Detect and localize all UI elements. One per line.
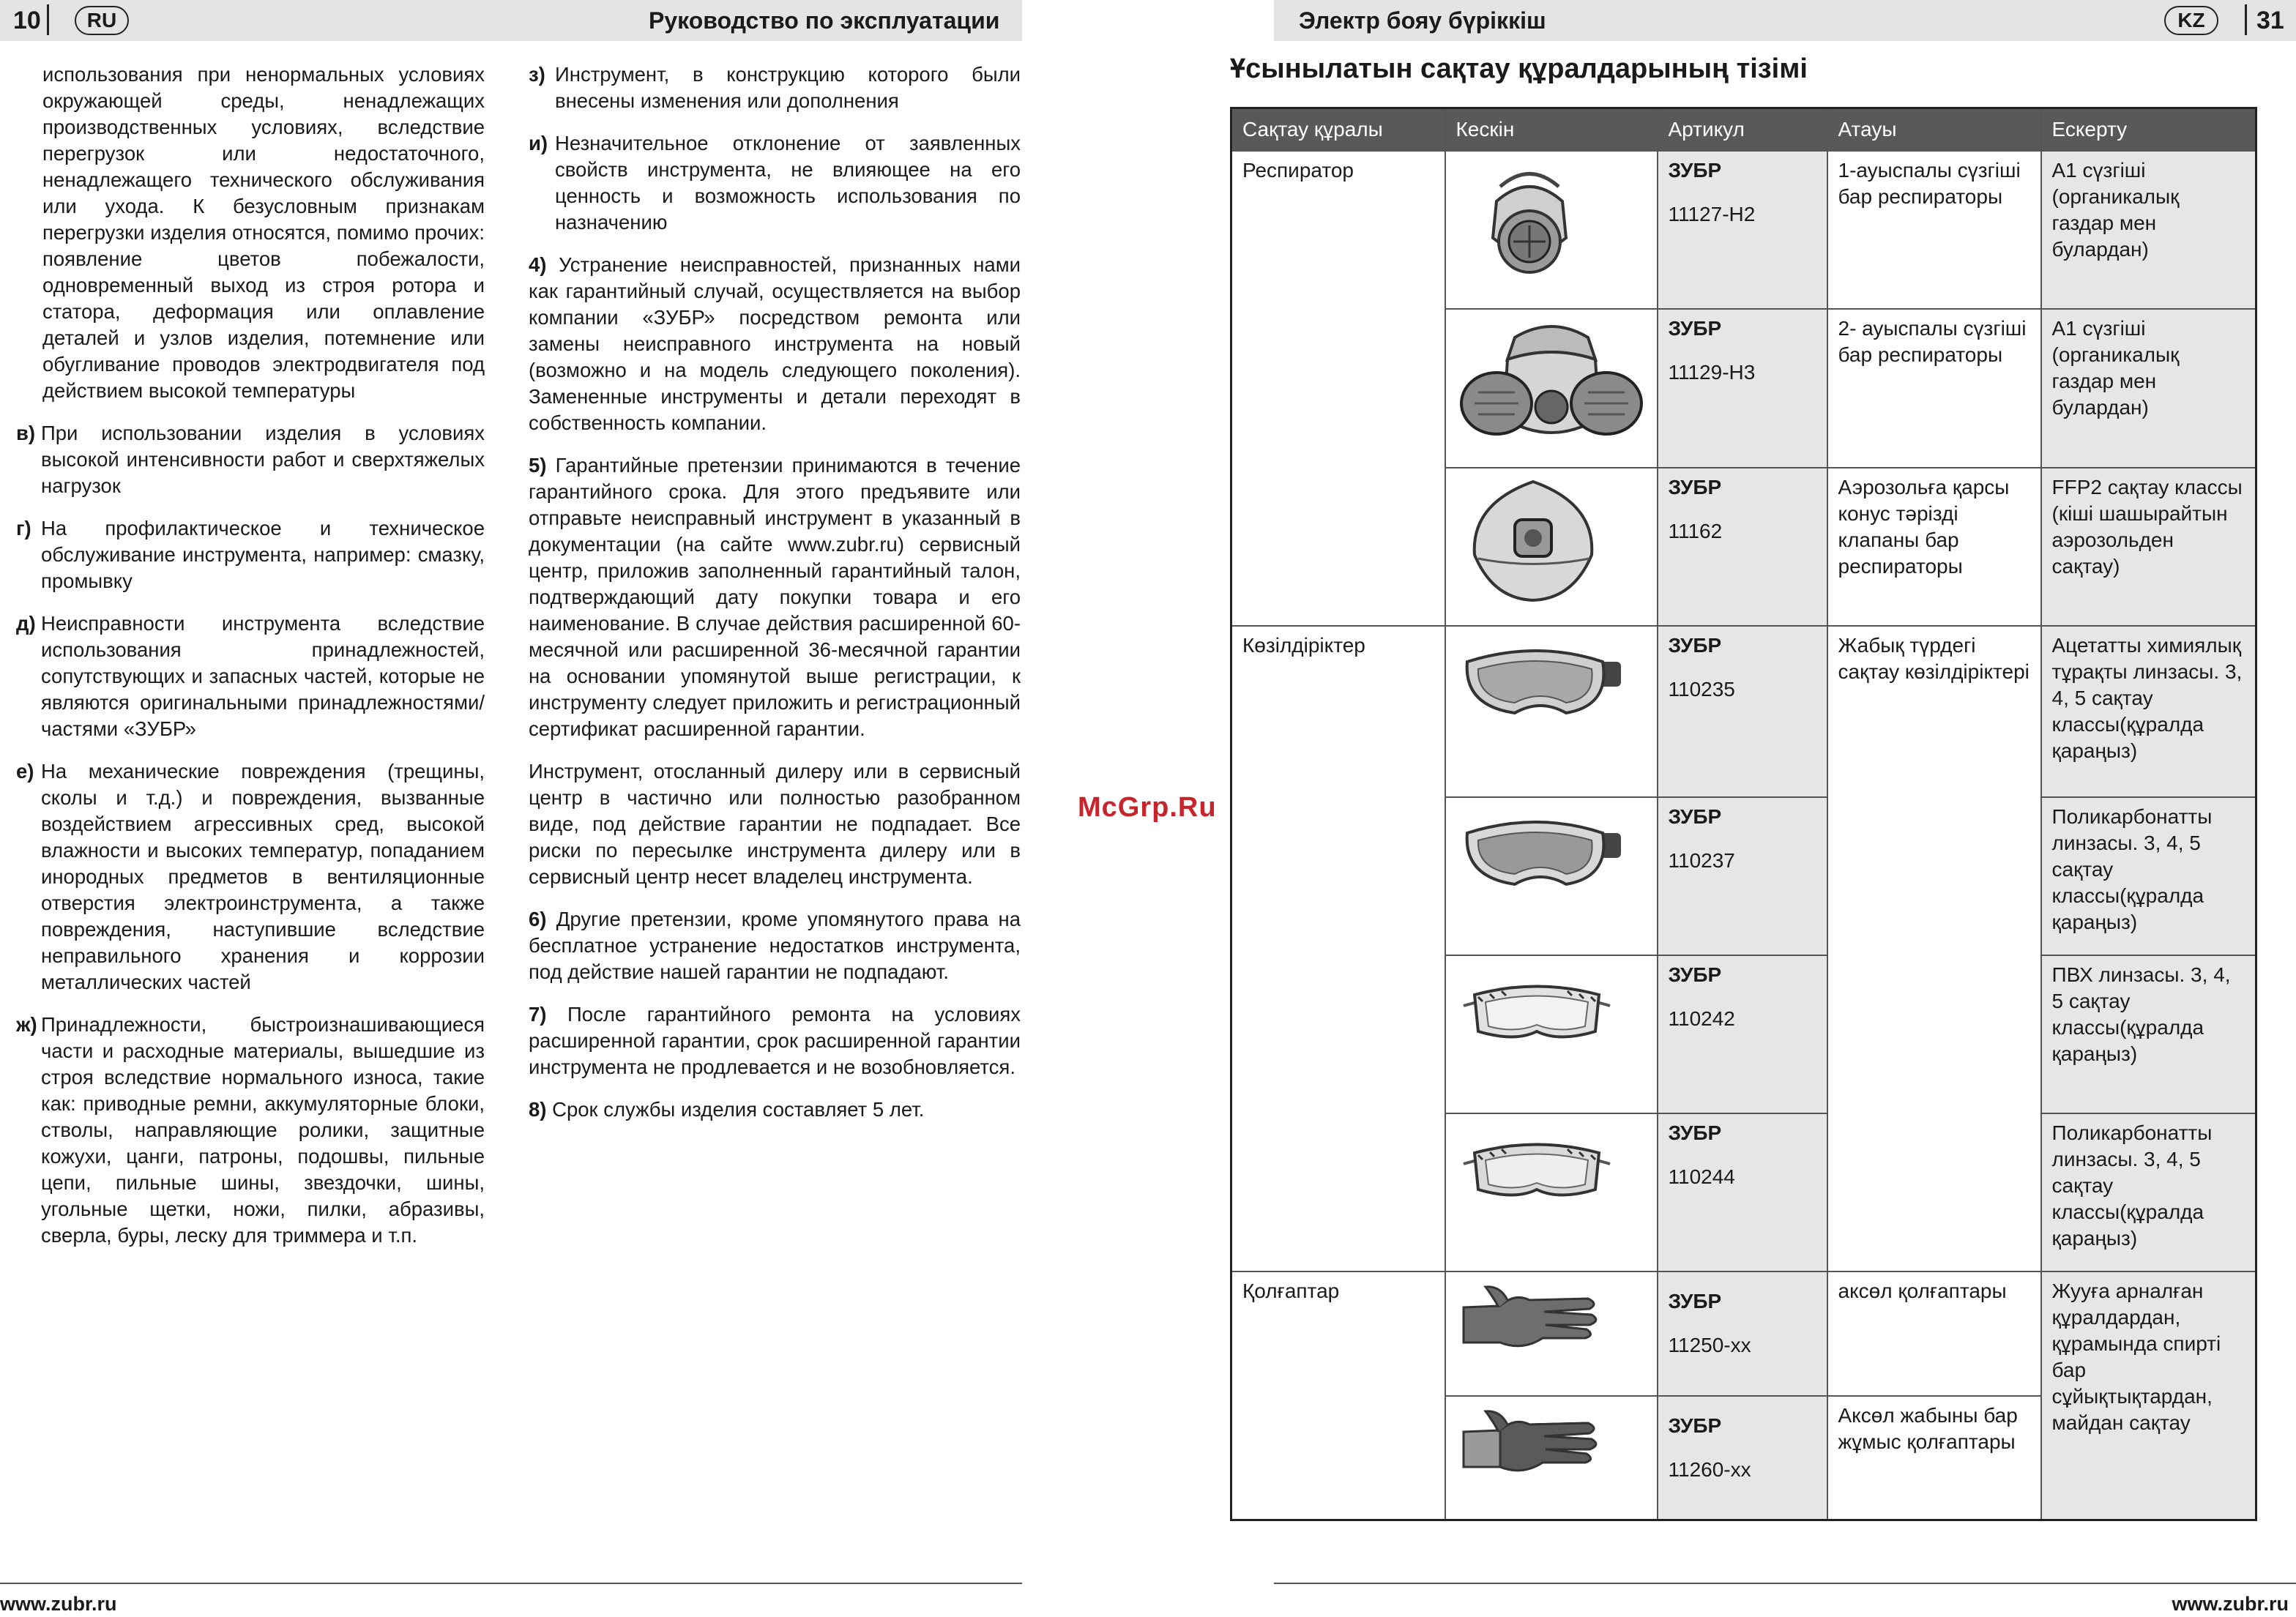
warranty-paragraph	[529, 1097, 1021, 1123]
paragraph-text: Срок службы изделия составляет 5 лет.	[546, 1098, 925, 1121]
article-cell	[1658, 468, 1827, 626]
left-header-divider	[47, 4, 49, 35]
paragraph-text: Гарантийные претензии принимаются в течение гарантийного срока. Для этого предъявите или отправьте неисправный инструмент в указанный в документации (на сайте www.zubr.ru) сервисный центр, приложив заполненный гарантийный талон, подтверждающий дату покупки товара и его наименование. В случае действия расширенной 60-месячной или расширенной 36-месячной гарантии на основании упомянутой выше регистрации, к инструменту следует приложить и регистрационный сертификат расширенной гарантии.	[529, 454, 1021, 740]
warranty-paragraph	[529, 252, 1021, 436]
brand-label: ЗУБР	[1668, 1121, 1722, 1144]
article-number: 11129-Н3	[1668, 360, 1756, 384]
right-footer-line	[1274, 1583, 2296, 1584]
note-cell: ПВХ линзасы. 3, 4, 5 сақтау классы(құралда қараңыз)	[2041, 955, 2256, 1113]
col-header-name: Атауы	[1827, 108, 2041, 151]
left-column-1	[16, 61, 485, 1265]
table-row	[1231, 626, 2256, 797]
right-header-divider	[2245, 4, 2247, 35]
name-cell: Аэрозольға қарсы конус тәрізді клапаны бар респираторы	[1827, 468, 2041, 626]
col1-item-list	[16, 420, 485, 1249]
article-number: 110237	[1668, 848, 1735, 872]
right-page-number: 31	[2256, 7, 2284, 34]
col-header-image: Кескін	[1445, 108, 1658, 151]
product-image	[1445, 1396, 1658, 1520]
goggles-name-cell: Жабық түрдегі сақтау көзілдіріктері	[1827, 626, 2041, 1271]
paragraph-number: 4)	[529, 253, 547, 276]
group-goggles: Көзілдіріктер	[1231, 626, 1445, 1271]
list-item-text: При использовании изделия в условиях высокой интенсивности работ и сверхтяжелых нагрузок	[41, 422, 485, 497]
product-image	[1445, 1113, 1658, 1271]
paragraph-number: 8)	[529, 1098, 547, 1121]
list-item	[16, 515, 485, 594]
gloves-note-cell: Жууға арналған құралдардан, құрамында спирті бар сұйықтықтардан, майдан сақтау	[2041, 1271, 2256, 1520]
list-item-label: в)	[16, 422, 36, 444]
left-footer-line	[0, 1583, 1022, 1584]
list-item-text: Принадлежности, быстроизнашивающиеся части и расходные материалы, вышедшие из строя вследствие нормального износа, такие как: приводные ремни, аккумуляторные блоки, стволы, направляющие ролики, защитные кожухи, цанги, патроны, подошвы, пильные цепи, пильные шины, звездочки, шины, угольные щетки, ножи, пилки, абразивы, сверла, буры, леску для триммера и т.п.	[41, 1013, 485, 1247]
list-item	[16, 610, 485, 742]
coated-work-gloves-icon	[1456, 1403, 1603, 1483]
list-item	[529, 130, 1021, 236]
article-cell	[1658, 1113, 1827, 1271]
list-item-text: Неисправности инструмента вследствие использования принадлежностей, сопутствующих и запасных частей, которые не являются оригинальными принадлежностями/ частями «ЗУБР»	[41, 612, 485, 740]
list-item-text: Незначительное отклонение от заявленных свойств инструмента, не влияющее на его ценность и возможность использования по назначению	[555, 132, 1021, 234]
product-image	[1445, 151, 1658, 309]
article-cell	[1658, 151, 1827, 309]
article-cell	[1658, 309, 1827, 468]
paragraph-text: После гарантийного ремонта на условиях расширенной гарантии, срок расширенной гарантии инструмента не продлевается и не возобновляется.	[529, 1003, 1021, 1078]
product-image	[1445, 626, 1658, 797]
article-number: 110244	[1668, 1165, 1735, 1188]
brand-label: ЗУБР	[1668, 633, 1722, 657]
half-mask-respirator-icon	[1456, 157, 1603, 289]
right-footer-url[interactable]: www.zubr.ru	[2172, 1593, 2289, 1615]
article-number: 110242	[1668, 1007, 1735, 1030]
list-item	[529, 61, 1021, 114]
note-cell: FFP2 сақтау классы (кіші шашырайтын аэрозольден сақтау)	[2041, 468, 2256, 626]
brand-label: ЗУБР	[1668, 804, 1722, 828]
rubber-gloves-icon	[1456, 1278, 1603, 1359]
col2-item-list	[529, 61, 1021, 236]
brand-label: ЗУБР	[1668, 158, 1722, 182]
warranty-paragraph	[529, 452, 1021, 742]
table-row	[1231, 151, 2256, 309]
paragraph-number: 7)	[529, 1003, 547, 1026]
brand-label: ЗУБР	[1668, 1289, 1722, 1312]
article-number: 11127-Н2	[1668, 202, 1756, 225]
col2-paragraph-list	[529, 252, 1021, 1123]
article-cell	[1658, 1396, 1827, 1520]
brand-label: ЗУБР	[1668, 475, 1722, 498]
col-header-article: Артикул	[1658, 108, 1827, 151]
col-header-type: Сақтау құралы	[1231, 108, 1445, 151]
closed-goggles-icon	[1456, 804, 1625, 899]
product-image	[1445, 1271, 1658, 1396]
product-image	[1445, 797, 1658, 955]
article-number: 11250-хх	[1668, 1333, 1751, 1356]
article-cell	[1658, 1271, 1827, 1396]
list-item	[16, 420, 485, 499]
warranty-paragraph	[529, 758, 1021, 890]
paragraph-text: Инструмент, отосланный дилеру или в сервисный центр в частично или полностью разобранном виде, под действие гарантии не подпадает. Все риски по пересылке инструмента дилеру или в сервисный центр несет владелец инструмента.	[529, 760, 1021, 888]
name-cell: аксөл қолғаптары	[1827, 1271, 2041, 1396]
warranty-paragraph	[529, 1001, 1021, 1080]
brand-label: ЗУБР	[1668, 963, 1722, 986]
product-image	[1445, 309, 1658, 468]
paragraph-number: 6)	[529, 908, 547, 930]
brand-label: ЗУБР	[1668, 316, 1722, 340]
watermark-text: McGrp.Ru	[1078, 792, 1217, 823]
left-page-number: 10	[13, 7, 41, 34]
table-header-row	[1231, 108, 2256, 151]
group-respirator: Респиратор	[1231, 151, 1445, 626]
list-item-text: На профилактическое и техническое обслуживание инструмента, например: смазку, промывку	[41, 517, 485, 592]
paragraph-text: Устранение неисправностей, признанных нами как гарантийный случай, осуществляется на выбор компании «ЗУБР» посредством ремонта или замены неисправного инструмента на новый (возможно и на модель следующего поколения). Замененные инструменты и детали переходят в собственность компании.	[529, 253, 1021, 434]
list-item	[16, 1012, 485, 1249]
left-footer-url[interactable]: www.zubr.ru	[0, 1593, 117, 1615]
valved-cone-respirator-icon	[1456, 474, 1610, 606]
vented-goggles-icon	[1456, 962, 1617, 1057]
col-header-note: Ескерту	[2041, 108, 2256, 151]
list-item-label: д)	[16, 612, 36, 635]
note-cell: А1 сүзгіші (органикалық газдар мен булардан)	[2041, 309, 2256, 468]
article-number: 11162	[1668, 519, 1723, 542]
product-image	[1445, 468, 1658, 626]
note-cell: Поликарбонатты линзасы. 3, 4, 5 сақтау классы(құралда қараңыз)	[2041, 1113, 2256, 1271]
note-cell: Ацетатты химиялық тұрақты линзасы. 3, 4, 5 сақтау классы(құралда қараңыз)	[2041, 626, 2256, 797]
article-number: 11260-хх	[1668, 1457, 1751, 1481]
group-gloves: Қолғаптар	[1231, 1271, 1445, 1520]
table-row	[1231, 1271, 2256, 1396]
closed-goggles-icon	[1456, 632, 1625, 728]
note-cell: А1 сүзгіші (органикалық газдар мен булардан)	[2041, 151, 2256, 309]
left-header-title: Руководство по эксплуатации	[649, 7, 1000, 34]
protective-equipment-table	[1230, 107, 2257, 1521]
left-column-2	[529, 61, 1021, 1139]
list-item-label: з)	[529, 63, 545, 86]
list-item-label: г)	[16, 517, 31, 539]
name-cell: 2- ауыспалы сүзгіші бар респираторы	[1827, 309, 2041, 468]
article-cell	[1658, 955, 1827, 1113]
left-lang-badge: RU	[75, 6, 129, 35]
list-item-text: Инструмент, в конструкцию которого были внесены изменения или дополнения	[555, 63, 1021, 112]
paragraph-text: Другие претензии, кроме упомянутого права на бесплатное устранение недостатков инструмента, под действие нашей гарантии не подпадают.	[529, 908, 1021, 983]
right-lang-badge: KZ	[2164, 6, 2218, 35]
paragraph-number: 5)	[529, 454, 547, 477]
list-item-text: На механические повреждения (трещины, сколы и т.д.) и повреждения, вызванные воздействием агрессивных сред, высокой влажности и высоких температур, попаданием инородных предметов в вентиляционные отверстия электроинструмента, а также повреждения, наступившие вследствие неправильного хранения и коррозии металлических частей	[41, 760, 485, 993]
double-filter-respirator-icon	[1456, 315, 1647, 455]
table-heading: Ұсынылатын сақтау құралдарының тізімі	[1230, 53, 1808, 84]
list-item-label: е)	[16, 760, 34, 783]
name-cell: Аксөл жабыны бар жұмыс қолғаптары	[1827, 1396, 2041, 1520]
warranty-paragraph	[529, 906, 1021, 985]
vented-goggles-icon	[1456, 1120, 1617, 1215]
brand-label: ЗУБР	[1668, 1414, 1722, 1437]
article-cell	[1658, 626, 1827, 797]
article-number: 110235	[1668, 677, 1735, 701]
list-item-label: и)	[529, 132, 548, 154]
list-item	[16, 758, 485, 996]
col1-intro-text: использования при ненормальных условиях окружающей среды, ненадлежащих производственных условиях, вследствие перегрузок или недостаточного, ненадлежащего технического обслуживания или ухода. К безусловным признакам перегрузки изделия относятся, помимо прочих: появление цветов побежалости, одновременный выход из строя ротора и статора, деформация или оплавление деталей и узлов изделия, потемнение или обугливание проводов электродвигателя под действием высокой температуры	[42, 63, 485, 402]
list-item-label: ж)	[16, 1013, 37, 1036]
product-image	[1445, 955, 1658, 1113]
article-cell	[1658, 797, 1827, 955]
right-header-title: Электр бояу бүріккіш	[1299, 7, 1546, 34]
name-cell: 1-ауыспалы сүзгіші бар респираторы	[1827, 151, 2041, 309]
note-cell: Поликарбонатты линзасы. 3, 4, 5 сақтау классы(құралда қараңыз)	[2041, 797, 2256, 955]
